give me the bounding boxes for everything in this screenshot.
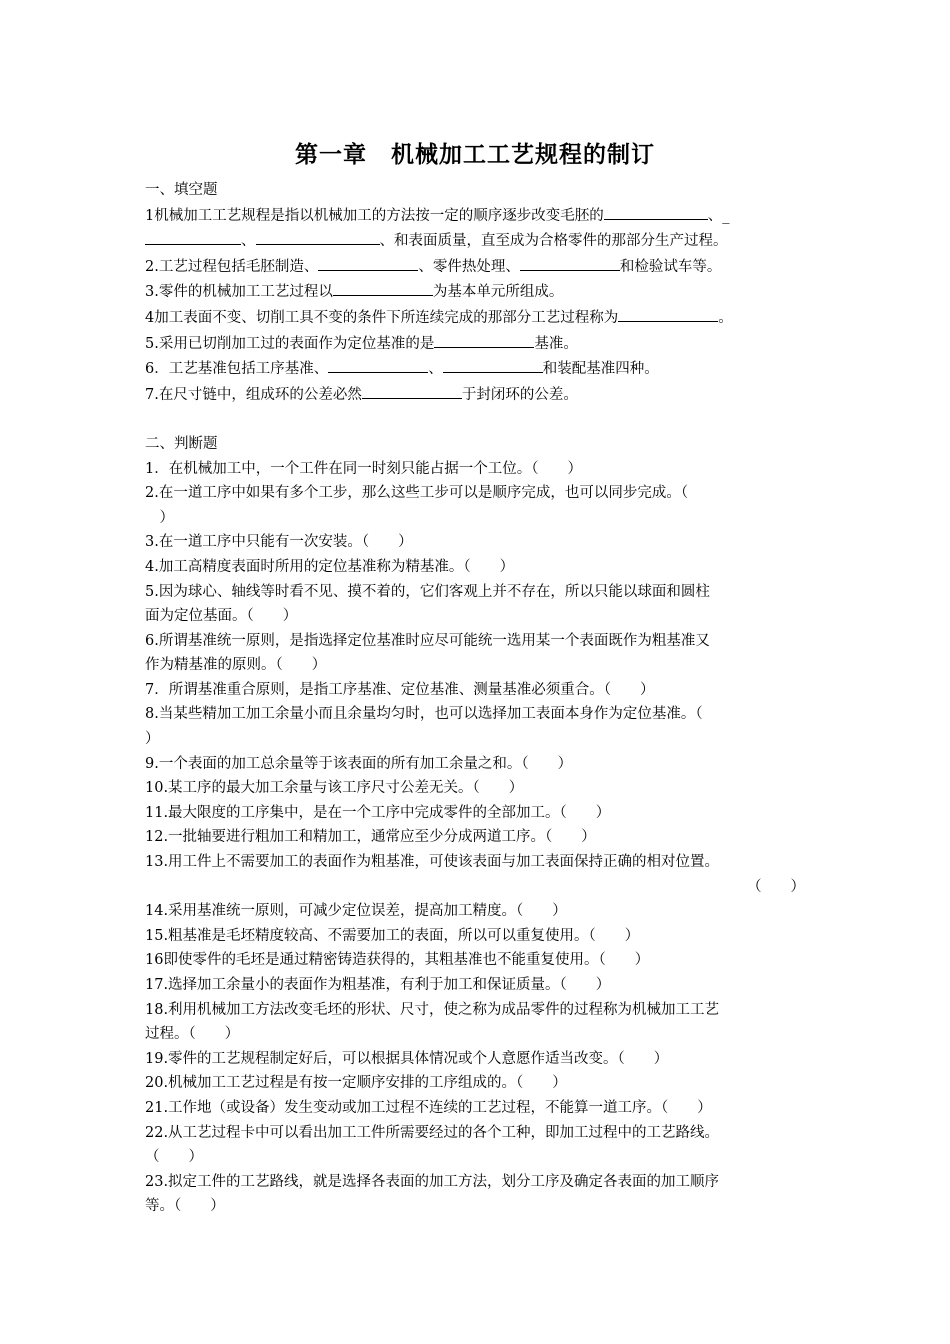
judge-line: 18.利用机械加工方法改变毛坯的形状、尺寸，使之称为成品零件的过程称为机械加工工艺: [145, 1001, 720, 1018]
question-text: 6．工艺基准包括工序基准、: [145, 361, 329, 378]
fill-section-heading: 一、填空题: [145, 182, 218, 198]
judge-line: 8.当某些精加工加工余量小而且余量均匀时，也可以选择加工表面本身作为定位基准。（: [145, 706, 703, 723]
judge-line: 等。（ ）: [145, 1198, 225, 1215]
fill-question-6: [145, 356, 805, 382]
judge-line: （ ）: [145, 1149, 203, 1166]
judge-line: 面为定位基面。（ ）: [145, 608, 298, 625]
question-text: 1机械加工工艺规程是指以机械加工的方法按一定的顺序逐步改变毛胚的: [145, 207, 604, 224]
judge-line: 6.所谓基准统一原则，是指选择定位基准时应尽可能统一选用某一个表面既作为粗基准又: [145, 632, 710, 649]
judge-line: 9.一个表面的加工总余量等于该表面的所有加工余量之和。（ ）: [145, 755, 573, 772]
answer-blank: [443, 356, 543, 373]
judge-line: 11.最大限度的工序集中，是在一个工序中完成零件的全部加工。（ ）: [145, 804, 611, 821]
judge-line: 21.工作地（或设备）发生变动或加工过程不连续的工艺过程，不能算一道工序。（ ）: [145, 1099, 712, 1116]
answer-blank: [328, 356, 428, 373]
answer-blank: [256, 228, 380, 245]
answer-blank: [618, 305, 718, 322]
judge-line: ）: [145, 731, 160, 748]
fill-question-4: [145, 305, 805, 331]
judge-line: 10.某工序的最大加工余量与该工序尺寸公差无关。（ ）: [145, 780, 524, 797]
question-text: 和装配基准四种。: [542, 361, 659, 378]
judge-line: 13.用工件上不需要加工的表面作为粗基准，可使该表面与加工表面保持正确的相对位置。: [145, 854, 720, 871]
question-text: 、和表面质量，直至成为合格零件的那部分生产过程。: [379, 233, 728, 250]
judge-line: 作为精基准的原则。（ ）: [145, 657, 327, 674]
answer-blank: [520, 254, 620, 271]
answer-blank: [434, 331, 534, 348]
judge-line: 4.加工高精度表面时所用的定位基准称为精基准。（ ）: [145, 558, 515, 575]
judge-line: 19.零件的工艺规程制定好后，可以根据具体情况或个人意愿作适当改变。（ ）: [145, 1050, 669, 1067]
answer-blank: [362, 382, 462, 399]
question-text: 于封闭环的公差。: [461, 386, 578, 403]
fill-question-7: [145, 382, 805, 408]
answer-blank: [318, 254, 418, 271]
question-text: 、零件热处理、: [418, 258, 520, 275]
judge-line: 16即使零件的毛坯是通过精密铸造获得的，其粗基准也不能重复使用。（ ）: [145, 952, 650, 969]
question-text: 为基本单元所组成。: [432, 284, 564, 301]
question-text: 基准。: [534, 335, 578, 352]
judge-line: 2.在一道工序中如果有多个工步，那么这些工步可以是顺序完成，也可以同步完成。（: [145, 485, 689, 502]
fill-question-1: [145, 203, 805, 229]
judge-section-heading: 二、判断题: [145, 435, 218, 452]
question-text: 2.工艺过程包括毛胚制造、: [145, 258, 319, 275]
judge-line: （ ）: [747, 878, 805, 895]
question-text: 。: [718, 309, 733, 326]
question-text: 5.采用已切削加工过的表面作为定位基准的是: [145, 335, 435, 352]
fill-question-2: [145, 254, 805, 280]
judge-line: 15.粗基准是毛坯精度较高、不需要加工的表面，所以可以重复使用。（ ）: [145, 927, 640, 944]
fill-question-1-cont: [145, 228, 805, 254]
judge-line: 14.采用基准统一原则，可减少定位误差，提高加工精度。（ ）: [145, 903, 567, 920]
judge-line: 12.一批轴要进行粗加工和精加工，通常应至少分成两道工序。（ ）: [145, 829, 596, 846]
answer-blank: [145, 228, 241, 245]
answer-blank: [333, 279, 433, 296]
judge-line: 22.从工艺过程卡中可以看出加工工件所需要经过的各个工种，即加工过程中的工艺路线。: [145, 1124, 720, 1141]
judge-line: 7．所谓基准重合原则，是指工序基准、定位基准、测量基准必须重合。（ ）: [145, 681, 655, 698]
question-text: 、_: [707, 207, 730, 224]
judge-line: 1．在机械加工中，一个工件在同一时刻只能占据一个工位。（ ）: [145, 460, 582, 477]
fill-question-3: [145, 279, 805, 305]
fill-question-5: [145, 331, 805, 357]
page-title: 第一章 机械加工工艺规程的制订: [295, 141, 655, 168]
question-text: 4加工表面不变、切削工具不变的条件下所连续完成的那部分工艺过程称为: [145, 309, 619, 326]
judge-line: 过程。（ ）: [145, 1026, 240, 1043]
document-page: [145, 140, 805, 1219]
judge-line: 23.拟定工件的工艺路线，就是选择各表面的加工方法，划分工序及确定各表面的加工顺序: [145, 1173, 720, 1190]
question-text: 7.在尺寸链中，组成环的公差必然: [145, 386, 362, 403]
question-text: 、: [428, 361, 443, 378]
judge-line: 5.因为球心、轴线等时看不见、摸不着的，它们客观上并不存在，所以只能以球面和圆柱: [145, 583, 710, 600]
question-text: 、: [241, 233, 256, 250]
question-text: 3.零件的机械加工工艺过程以: [145, 284, 333, 301]
answer-blank: [604, 203, 708, 220]
judge-line: ）: [145, 509, 174, 526]
judge-line: 3.在一道工序中只能有一次安装。（ ）: [145, 534, 413, 551]
section-spacer: [145, 407, 805, 432]
question-text: 和检验试车等。: [619, 258, 722, 275]
judge-line: 20.机械加工工艺过程是有按一定顺序安排的工序组成的。（ ）: [145, 1075, 567, 1092]
judge-line: 17.选择加工余量小的表面作为粗基准，有利于加工和保证质量。（ ）: [145, 977, 611, 993]
